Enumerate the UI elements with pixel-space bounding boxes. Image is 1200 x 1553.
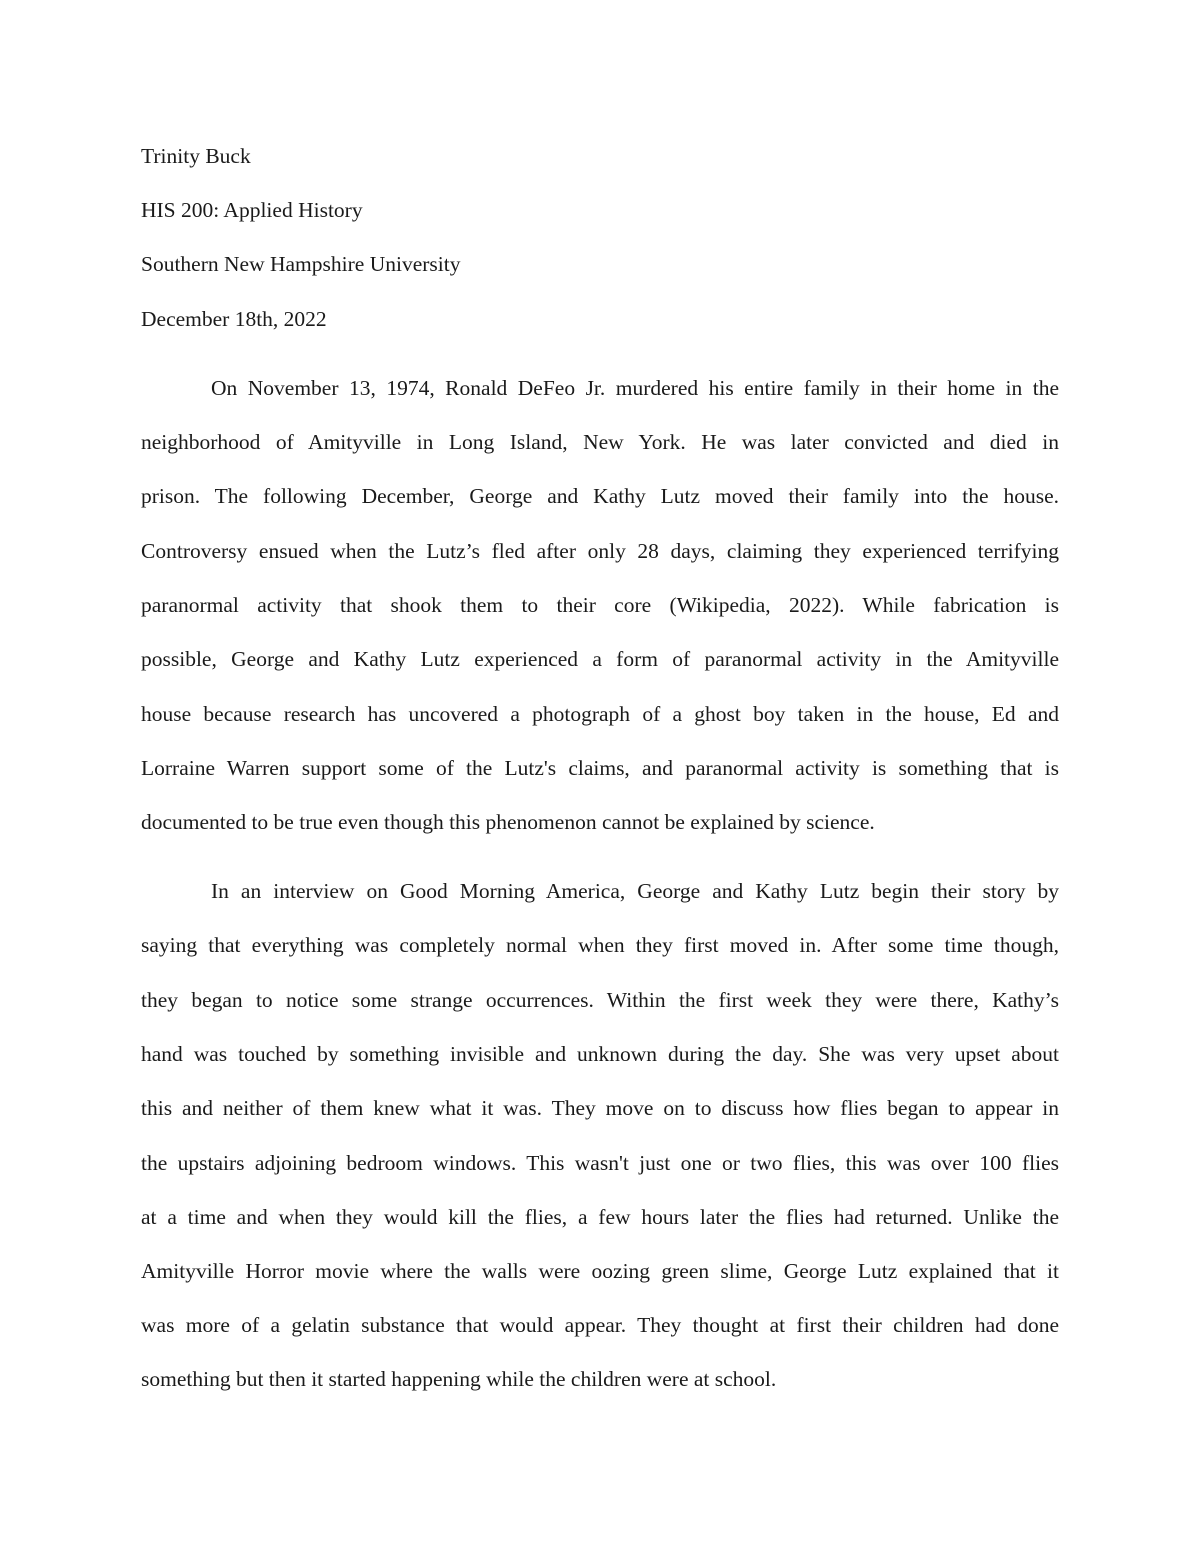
paragraph-2-line: saying that everything was completely normal when they first moved in. After some time though, <box>141 933 1059 957</box>
student-name: Trinity Buck <box>141 144 251 168</box>
essay-date: December 18th, 2022 <box>141 307 327 331</box>
university-name: Southern New Hampshire University <box>141 252 461 276</box>
paragraph-1-line: neighborhood of Amityville in Long Island, New York. He was later convicted and died in <box>141 430 1059 454</box>
paragraph-2-line: this and neither of them knew what it was. They move on to discuss how flies began to appear in <box>141 1096 1059 1120</box>
paragraph-2-line: the upstairs adjoining bedroom windows. This wasn't just one or two flies, this was over 100 flies <box>141 1151 1059 1175</box>
paragraph-2-line: In an interview on Good Morning America, George and Kathy Lutz begin their story by <box>211 879 1059 903</box>
paragraph-1-line: prison. The following December, George and Kathy Lutz moved their family into the house. <box>141 484 1059 508</box>
paragraph-1-line: house because research has uncovered a photograph of a ghost boy taken in the house, Ed and <box>141 702 1059 726</box>
paragraph-1-line: paranormal activity that shook them to their core (Wikipedia, 2022). While fabrication is <box>141 593 1059 617</box>
paragraph-2-line: hand was touched by something invisible and unknown during the day. She was very upset about <box>141 1042 1059 1066</box>
paragraph-1-line: possible, George and Kathy Lutz experienced a form of paranormal activity in the Amityville <box>141 647 1059 671</box>
paragraph-2-line: they began to notice some strange occurrences. Within the first week they were there, Kathy’s <box>141 988 1059 1012</box>
paragraph-1-line: Lorraine Warren support some of the Lutz's claims, and paranormal activity is something that is <box>141 756 1059 780</box>
paragraph-1-line: Controversy ensued when the Lutz’s fled after only 28 days, claiming they experienced terrifying <box>141 539 1059 563</box>
paragraph-2-line: was more of a gelatin substance that would appear. They thought at first their children had done <box>141 1313 1059 1337</box>
paragraph-2-line: Amityville Horror movie where the walls were oozing green slime, George Lutz explained that it <box>141 1259 1059 1283</box>
paragraph-2-line: something but then it started happening while the children were at school. <box>141 1367 777 1391</box>
course-title: HIS 200: Applied History <box>141 198 363 222</box>
paragraph-1-line: On November 13, 1974, Ronald DeFeo Jr. murdered his entire family in their home in the <box>211 376 1059 400</box>
paragraph-2-line: at a time and when they would kill the flies, a few hours later the flies had returned. Unlike the <box>141 1205 1059 1229</box>
paragraph-1-line: documented to be true even though this phenomenon cannot be explained by science. <box>141 810 875 834</box>
